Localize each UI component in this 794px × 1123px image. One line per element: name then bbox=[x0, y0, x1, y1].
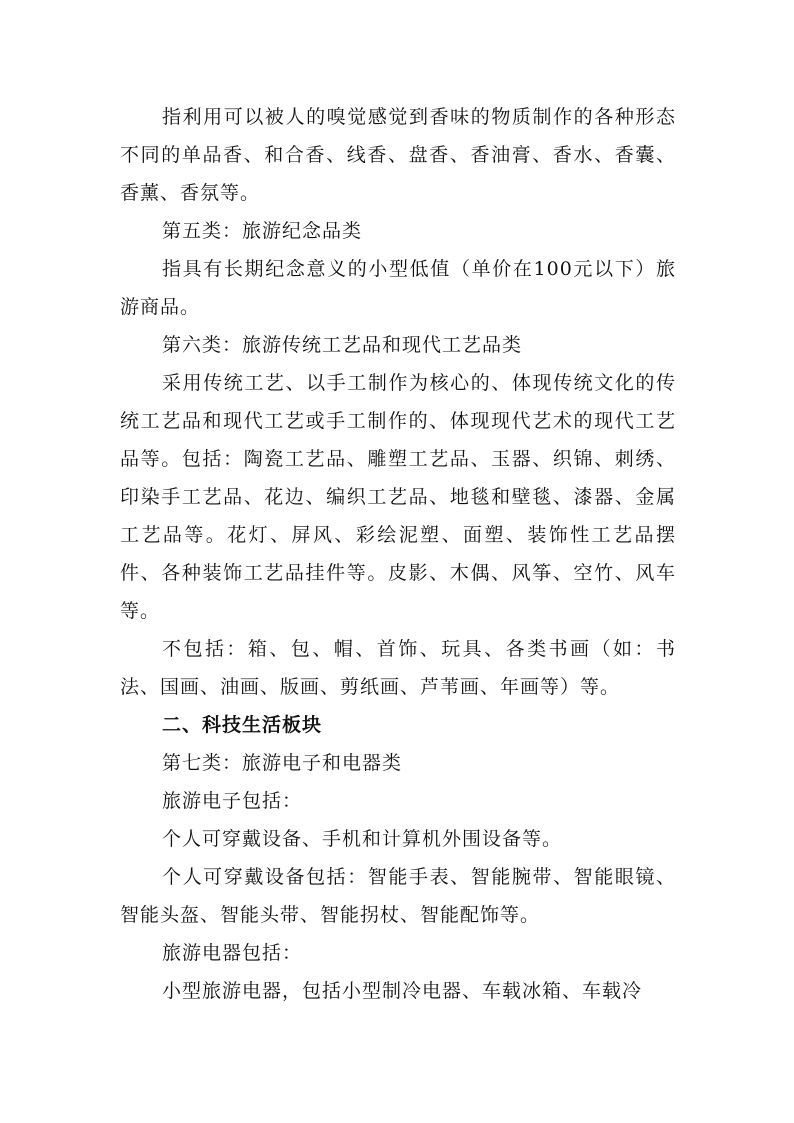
paragraph-crafts-exclusions: 不包括：箱、包、帽、首饰、玩具、各类书画（如：书法、国画、油画、版画、剪纸画、芦苇画、年画等）等。 bbox=[120, 638, 676, 698]
category-5-title: 第五类：旅游纪念品类 bbox=[162, 220, 363, 242]
category-7-title: 第七类：旅游电子和电器类 bbox=[162, 752, 403, 774]
category-6-title: 第六类：旅游传统工艺品和现代工艺品类 bbox=[162, 334, 523, 356]
appliances-list: 小型旅游电器，包括小型制冷电器、车载冰箱、车载冷 bbox=[162, 980, 643, 1002]
appliances-includes-label: 旅游电器包括： bbox=[162, 942, 303, 964]
paragraph-souvenir-definition: 指具有长期纪念意义的小型低值（单价在100元以下）旅游商品。 bbox=[120, 258, 676, 318]
electronics-includes-label: 旅游电子包括： bbox=[162, 790, 303, 812]
electronics-list: 个人可穿戴设备、手机和计算机外围设备等。 bbox=[162, 828, 563, 850]
wearables-list: 个人可穿戴设备包括：智能手表、智能腕带、智能眼镜、智能头盔、智能头带、智能拐杖、智能配饰等。 bbox=[120, 866, 676, 926]
paragraph-incense-definition: 指利用可以被人的嗅觉感觉到香味的物质制作的各种形态不同的单品香、和合香、线香、盘香、香油膏、香水、香囊、香薰、香氛等。 bbox=[120, 106, 676, 204]
paragraph-crafts-definition: 采用传统工艺、以手工制作为核心的、体现传统文化的传统工艺品和现代工艺或手工制作的、体现现代艺术的现代工艺品等。包括：陶瓷工艺品、雕塑工艺品、玉器、织锦、刺绣、印染手工艺品、花边、编织工艺品、地毯和壁毯、漆器、金属工艺品等。花灯、屏风、彩绘泥塑、面塑、装饰性工艺品摆件、各种装饰工艺品挂件等。皮影、木偶、风筝、空竹、风车等。 bbox=[120, 372, 676, 622]
section-heading-tech-life: 二、科技生活板块 bbox=[162, 714, 323, 736]
document-page bbox=[120, 98, 676, 1010]
